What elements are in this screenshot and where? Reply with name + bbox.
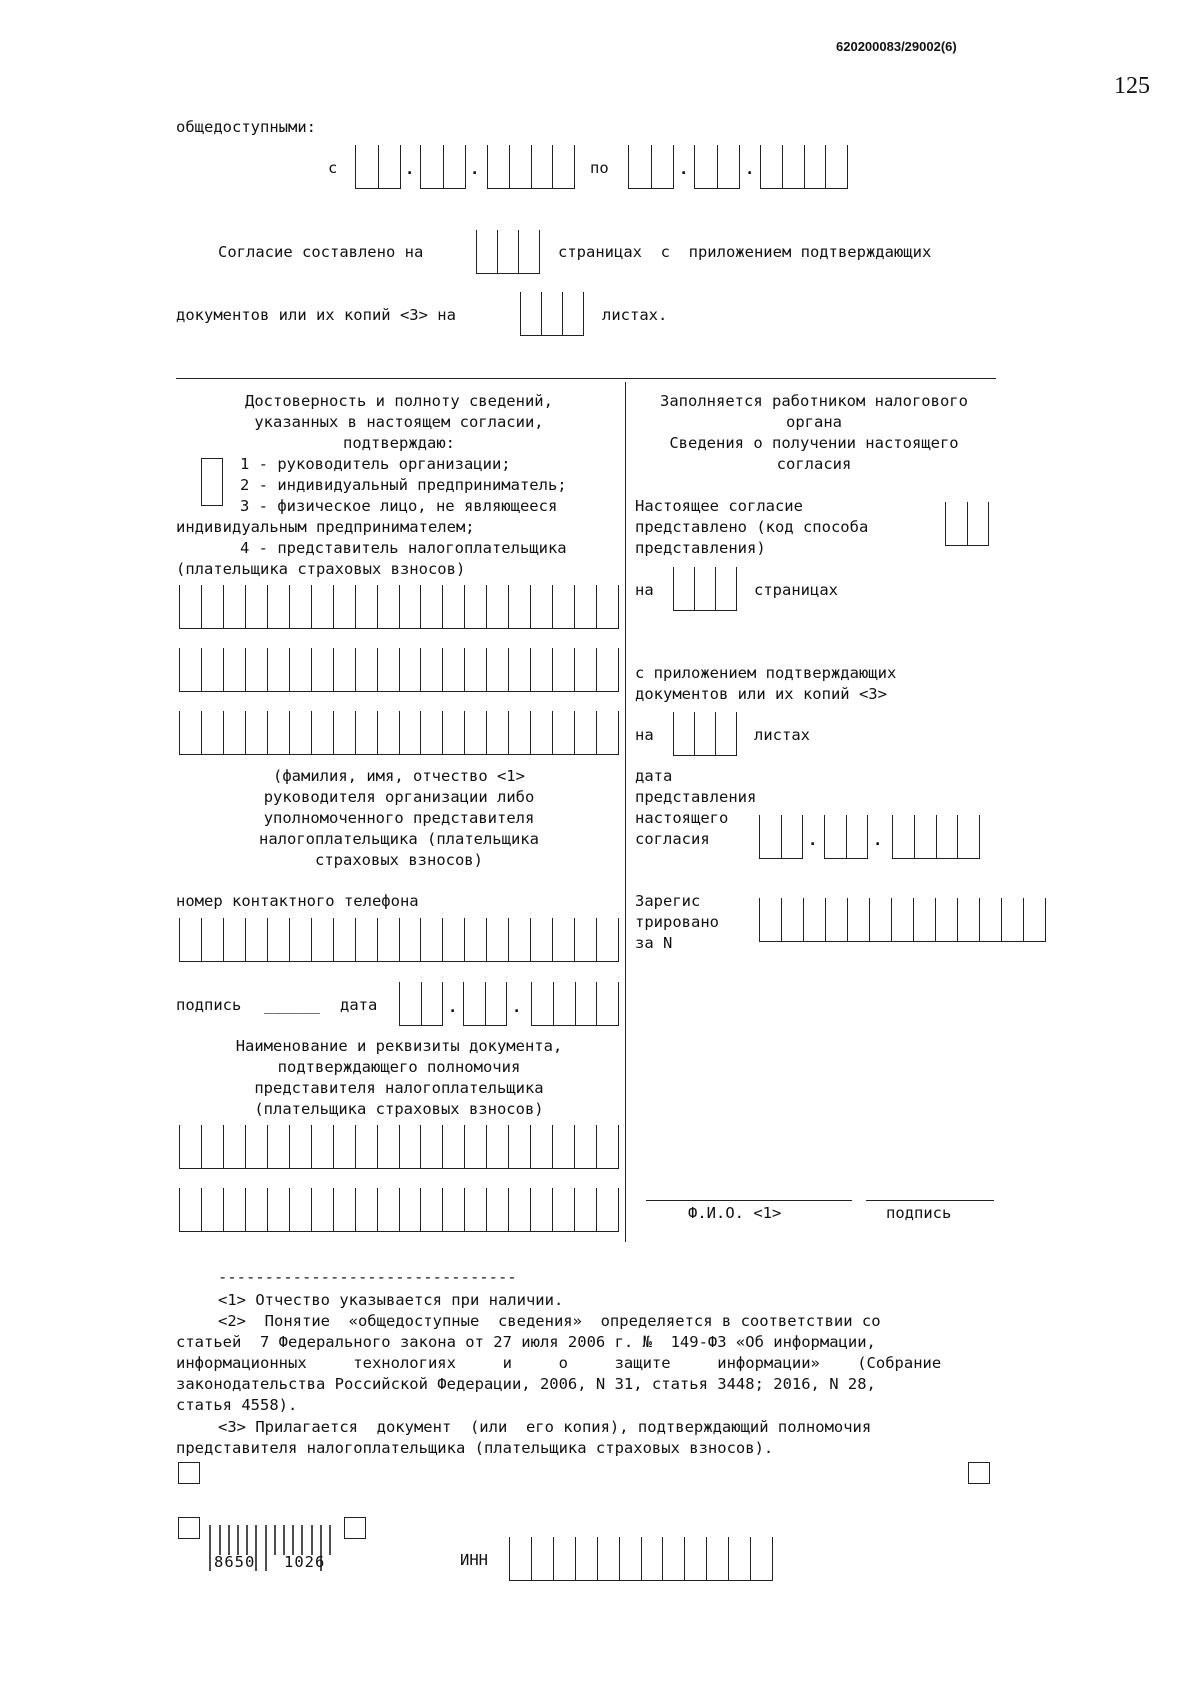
fio-caption: (фамилия, имя, отчество <1> руководителя организации либо уполномоченного представителя налогоплательщика (плательщика страховых взносов) <box>259 767 539 869</box>
barcode-marker-left <box>178 1517 200 1539</box>
footnote-2-line-4: законодательства Российской Федерации, 2006, N 31, статья 3448; 2016, N 28, <box>176 1375 876 1393</box>
sheets-count-field[interactable] <box>520 292 584 336</box>
option-1: 1 - руководитель организации; <box>240 455 511 473</box>
date-separator: . <box>679 160 689 178</box>
right-sheets-field[interactable] <box>673 712 737 756</box>
submission-date-year[interactable] <box>892 815 980 859</box>
authority-doc-field-1[interactable] <box>179 1125 619 1169</box>
barcode-marker-right <box>344 1517 366 1539</box>
page-number: 125 <box>1114 73 1150 99</box>
from-year-field[interactable] <box>487 145 575 189</box>
date-separator: . <box>873 831 883 849</box>
sign-date-label: дата <box>340 996 378 1014</box>
right-pages-word: страницах <box>754 581 838 599</box>
name-field[interactable] <box>179 648 619 692</box>
to-year-field[interactable] <box>760 145 848 189</box>
pages-count-field[interactable] <box>476 230 540 274</box>
column-divider <box>625 382 626 1242</box>
right-pages-field[interactable] <box>673 567 737 611</box>
barcode-code-2: 1026 <box>284 1553 326 1571</box>
surname-field[interactable] <box>179 585 619 629</box>
submission-method-label: Настоящее согласие представлено (код способа представления) <box>635 497 869 557</box>
footnote-separator: -------------------------------- <box>218 1268 517 1286</box>
confirm-intro: Достоверность и полноту сведений, указанных в настоящем согласии, подтверждаю: <box>245 392 553 452</box>
submission-date-month[interactable] <box>824 815 868 859</box>
registration-number-field[interactable] <box>759 898 1046 942</box>
from-label: с <box>328 159 338 177</box>
pages-text-a: Согласие составлено на <box>218 243 424 261</box>
inn-field[interactable] <box>509 1537 773 1581</box>
right-sheets-word: листах <box>754 726 810 744</box>
sign-date-month[interactable] <box>463 982 507 1026</box>
signature-line: ______ <box>264 996 320 1014</box>
registration-label: Зарегис трировано за N <box>635 892 719 952</box>
date-separator: . <box>448 998 458 1016</box>
phone-label: номер контактного телефона <box>176 892 419 910</box>
date-separator: . <box>808 831 818 849</box>
from-day-field[interactable] <box>355 145 401 189</box>
phone-field[interactable] <box>179 918 619 962</box>
right-sheets-on: на <box>635 726 654 744</box>
period-label: общедоступными: <box>176 118 316 136</box>
doc-code: 620200083/29002(6) <box>836 39 957 54</box>
patronymic-field[interactable] <box>179 711 619 755</box>
official-sign-line <box>866 1200 994 1201</box>
option-4: 4 - представитель налогоплательщика <box>240 539 567 557</box>
official-fio-line <box>646 1200 852 1201</box>
date-separator: . <box>470 160 480 178</box>
option-2: 2 - индивидуальный предприниматель; <box>240 476 567 494</box>
option-3-cont: индивидуальным предпринимателем; <box>176 518 475 536</box>
sign-date-day[interactable] <box>399 982 443 1026</box>
signer-code-field[interactable] <box>201 458 223 506</box>
footnote-2-line-5: статья 4558). <box>176 1396 298 1414</box>
inn-label: ИНН <box>460 1551 488 1569</box>
official-fio-label: Ф.И.О. <1> <box>688 1204 782 1222</box>
table-top-border <box>176 378 996 379</box>
footnote-2-line-3: информационных технологиях и о защите информации» (Собрание <box>176 1354 942 1372</box>
submission-method-field[interactable] <box>945 502 989 546</box>
pages-text-b: страницах с приложением подтверждающих <box>558 243 932 261</box>
sign-date-year[interactable] <box>531 982 619 1026</box>
submission-date-day[interactable] <box>759 815 803 859</box>
option-4-cont: (плательщика страховых взносов) <box>176 560 466 578</box>
authority-doc-caption: Наименование и реквизиты документа, подтверждающего полномочия представителя налогоплательщика (плательщика страховых взносов) <box>235 1037 563 1118</box>
footnote-3-line-2: представителя налогоплательщика (плательщика страховых взносов). <box>176 1439 774 1457</box>
authority-doc-field-2[interactable] <box>179 1188 619 1232</box>
corner-marker-right <box>968 1462 990 1484</box>
submission-date-label: дата представления настоящего согласия <box>635 767 757 848</box>
corner-marker-left <box>178 1462 200 1484</box>
to-month-field[interactable] <box>694 145 740 189</box>
sheets-text-a: документов или их копий <3> на <box>176 306 456 324</box>
date-separator: . <box>745 160 755 178</box>
sheets-text-b: листах. <box>602 306 668 324</box>
official-title: Заполняется работником налогового органа Сведения о получении настоящего согласия <box>660 392 968 473</box>
official-sign-label: подпись <box>886 1204 952 1222</box>
footnote-3-line-1: <3> Прилагается документ (или его копия), подтверждающий полномочия <box>218 1418 872 1436</box>
signature-label: подпись <box>176 996 242 1014</box>
date-separator: . <box>405 160 415 178</box>
right-pages-on: на <box>635 581 654 599</box>
from-month-field[interactable] <box>420 145 466 189</box>
barcode-code-1: 8650 <box>214 1553 256 1571</box>
right-attach-text: с приложением подтверждающих документов или их копий <3> <box>635 664 897 703</box>
date-separator: . <box>512 998 522 1016</box>
footnote-1: <1> Отчество указывается при наличии. <box>218 1291 564 1309</box>
footnote-2-line-1: <2> Понятие «общедоступные сведения» определяется в соответствии со <box>218 1312 881 1330</box>
footnote-2-line-2: статьей 7 Федерального закона от 27 июля 2006 г. № 149-ФЗ «Об информации, <box>176 1333 876 1351</box>
to-day-field[interactable] <box>628 145 674 189</box>
option-3: 3 - физическое лицо, не являющееся <box>240 497 558 515</box>
to-label: по <box>590 159 609 177</box>
